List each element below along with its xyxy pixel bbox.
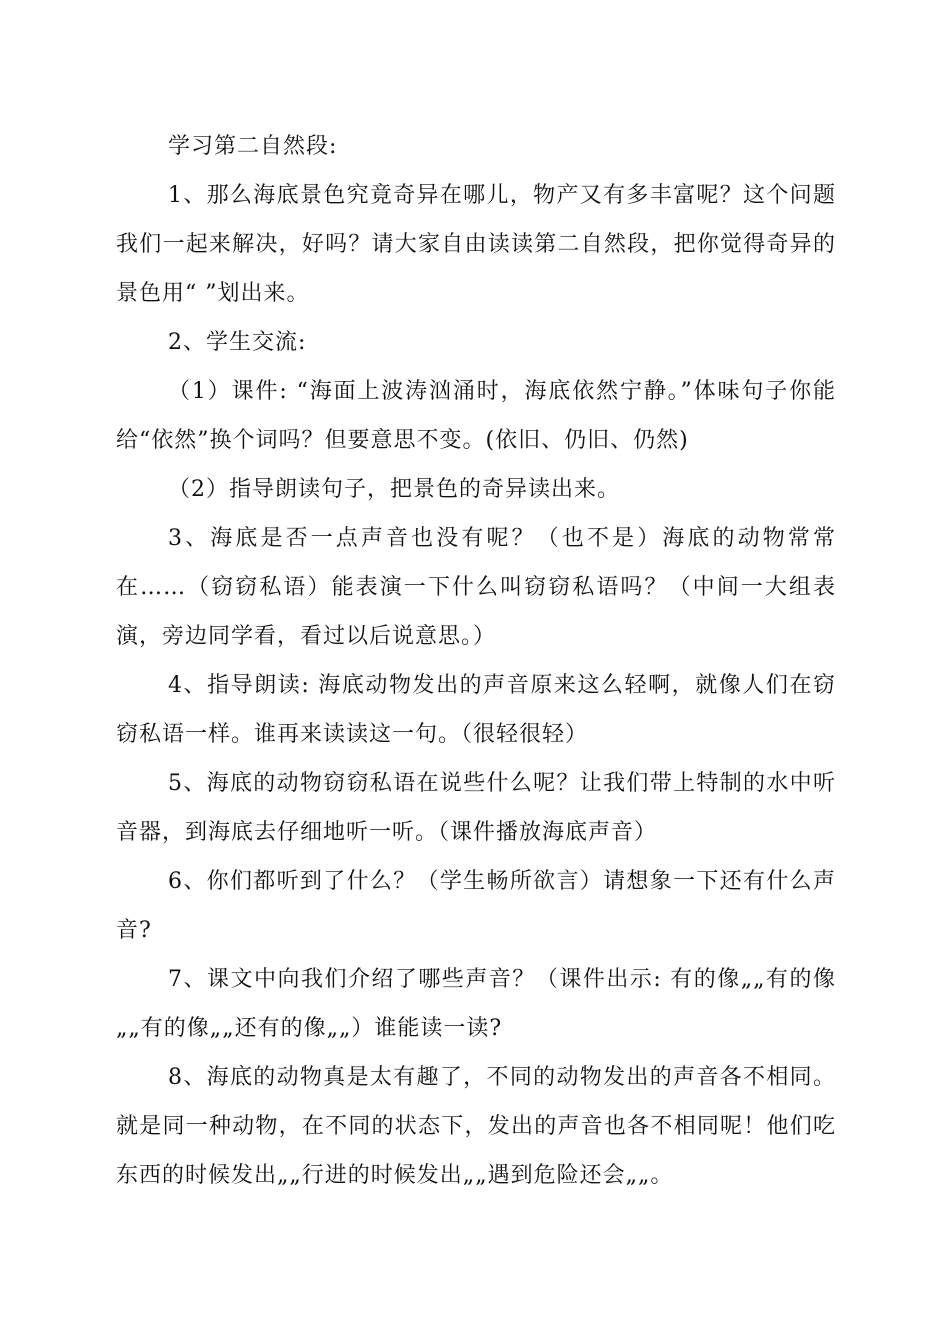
paragraph-heading: 学习第二自然段: bbox=[168, 134, 338, 159]
paragraph-7: 7、课文中向我们介绍了哪些声音？（课件出示: 有的像„„有的像„„有的像„„还有的像„„）谁能读一读? bbox=[116, 967, 836, 1041]
paragraph-1: 1、那么海底景色究竟奇异在哪儿，物产又有多丰富呢？这个问题我们一起来解决，好吗？请大家自由读读第二自然段，把你觉得奇异的景色用“ ”划出来。 bbox=[116, 183, 836, 306]
paragraph-2-2: （2）指导朗读句子，把景色的奇异读出来。 bbox=[168, 477, 620, 502]
paragraph-2-1: （1）课件: “海面上波涛汹涌时，海底依然宁静。”体味句子你能给“依然”换个词吗？但要意思不变。(依旧、仍旧、仍然) bbox=[116, 379, 836, 453]
paragraph-4: 4、指导朗读: 海底动物发出的声音原来这么轻啊，就像人们在窃窃私语一样。谁再来读读这一句。（很轻很轻） bbox=[116, 673, 836, 747]
paragraph-3: 3、海底是否一点声音也没有呢？（也不是）海底的动物常常在……（窃窃私语）能表演一下什么叫窃窃私语吗？（中间一大组表演，旁边同学看，看过以后说意思。） bbox=[116, 526, 836, 649]
paragraph-8: 8、海底的动物真是太有趣了，不同的动物发出的声音各不相同。就是同一种动物，在不同的状态下，发出的声音也各不相同呢！他们吃东西的时候发出„„行进的时候发出„„遇到危险还会„„。 bbox=[116, 1065, 836, 1188]
paragraph-5: 5、海底的动物窃窃私语在说些什么呢？让我们带上特制的水中听音器，到海底去仔细地听一听。（课件播放海底声音） bbox=[116, 771, 836, 845]
paragraph-2: 2、学生交流: bbox=[168, 330, 307, 355]
document-body bbox=[116, 122, 836, 1200]
paragraph-6: 6、你们都听到了什么？（学生畅所欲言）请想象一下还有什么声音? bbox=[116, 869, 836, 943]
